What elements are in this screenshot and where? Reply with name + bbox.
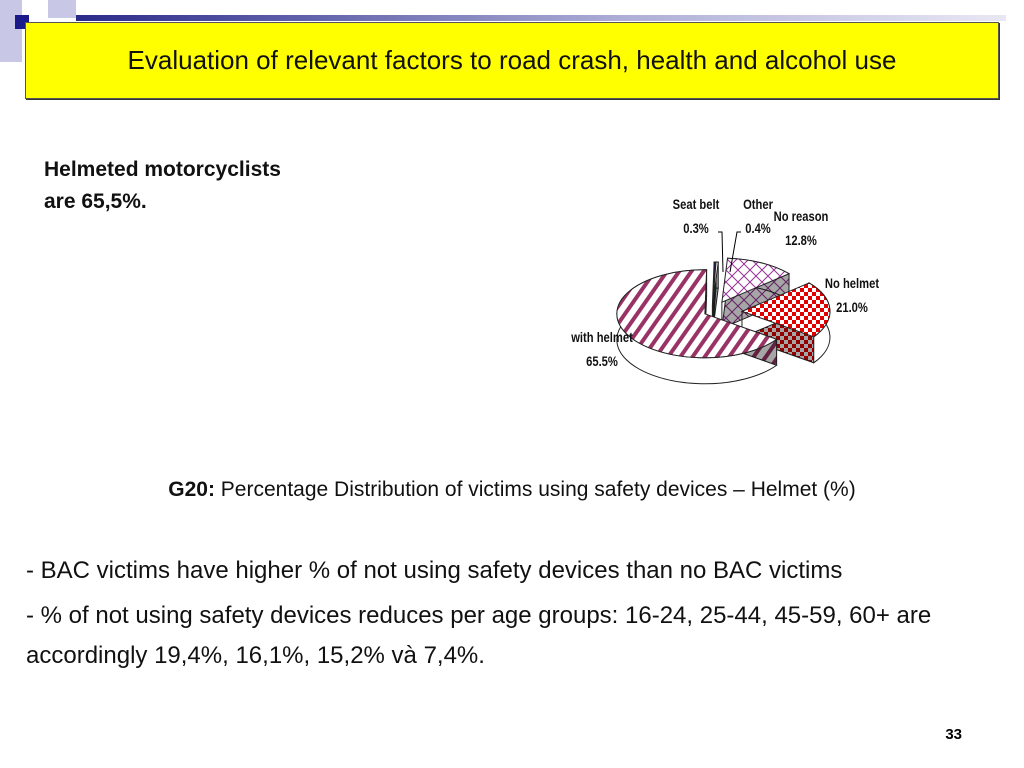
label-no-reason (770, 204, 832, 252)
page-number: 33 (945, 726, 962, 743)
label-seat-belt (667, 192, 725, 240)
chart-caption (0, 478, 1024, 502)
slice-label: Seat belt (672, 196, 720, 212)
label-with-helmet (565, 325, 639, 373)
caption-prefix: G20: (168, 478, 215, 501)
slice-label: with helmet (571, 329, 633, 345)
slice-value: 0.3% (683, 220, 709, 236)
slice-label: Other (743, 196, 773, 212)
bullet-point: - % of not using safety devices reduces per age groups: 16-24, 25-44, 45-59, 60+ are accordingly 19,4%, 16,1%, 15,2% và 7,4%. (26, 602, 932, 669)
slice-value: 12.8% (785, 232, 817, 248)
subheading-line: are 65,5%. (44, 190, 147, 213)
slice-label: No helmet (824, 275, 880, 291)
slice-label: No reason (773, 208, 829, 224)
slice-value: 0.4% (745, 220, 771, 236)
label-no-helmet (820, 271, 884, 319)
slice-value: 21.0% (836, 299, 868, 315)
bullet-point: - BAC victims have higher % of not using safety devices than no BAC victims (26, 557, 843, 584)
caption-text: Percentage Distribution of victims using safety devices – Helmet (%) (214, 478, 856, 501)
subheading-line: Helmeted motorcyclists (44, 158, 281, 181)
slide-title-text: Evaluation of relevant factors to road crash, health and alcohol use (127, 45, 897, 75)
slice-value: 65.5% (586, 353, 618, 369)
